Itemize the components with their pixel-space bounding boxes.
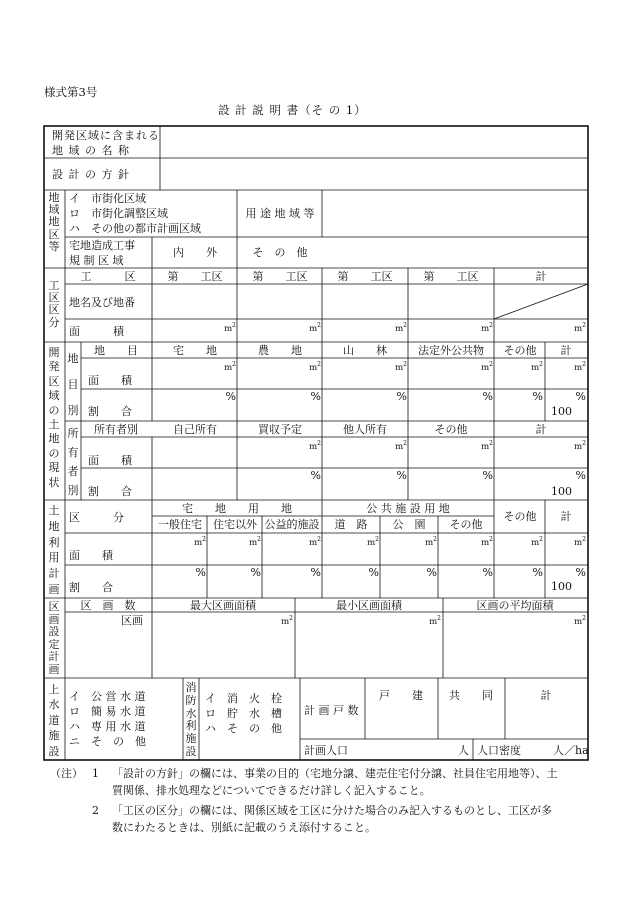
unit-m2-exponent: 2 (403, 440, 407, 447)
work-area-total-header: 計 (535, 270, 547, 283)
unit-m2-exponent: 2 (433, 536, 437, 543)
population-density-label: 人口密度 (477, 744, 521, 757)
form-title: 設 計 説 明 書（そ の 1） (218, 103, 367, 117)
to-purchase-header: 買収予定 (258, 423, 302, 436)
unit-m2: $m^2$ (574, 536, 586, 548)
unit-percent: % (532, 566, 543, 579)
unit-m2-exponent: 2 (582, 536, 586, 543)
planned-units-label: 計 画 戸 数 (304, 704, 359, 717)
water-option-ni: ニ そ の 他 (69, 735, 146, 748)
unit-percent: % (482, 566, 493, 579)
area-label: 面 積 (69, 325, 124, 338)
unit-m2-exponent: 2 (489, 361, 493, 368)
unit-percent: % (482, 469, 493, 482)
unit-percent: % (426, 566, 437, 579)
road-header: 道 路 (334, 518, 368, 531)
unit-percent: % (482, 390, 493, 403)
unit-m2: $m^2$ (574, 440, 586, 452)
water-supply-vertical-label: 上水道施設 (48, 683, 60, 758)
form-number: 様式第3号 (44, 85, 98, 99)
unit-m2-exponent: 2 (403, 361, 407, 368)
unit-percent: % (575, 390, 586, 403)
owner-ratio-label: 割 合 (88, 485, 132, 498)
lot-plan-vertical-label: 区画設定計画 (48, 600, 60, 676)
unit-percent: % (575, 469, 586, 482)
planned-population-label: 計画人口 (304, 744, 348, 757)
location-label: 地名及び地番 (69, 296, 135, 309)
use-zone-label: 用 途 地 域 等 (245, 207, 315, 220)
work-area-col-1: 第 工区 (167, 270, 223, 283)
owner-other-header: その他 (434, 423, 468, 436)
by-owner-vertical-label: 所有者別 (67, 427, 79, 497)
other-option: そ の 他 (252, 246, 308, 259)
public-other-header: その他 (449, 518, 483, 531)
unit-m2: $m^2$ (425, 536, 437, 548)
unit-m2: $m^2$ (429, 615, 441, 627)
unit-m2: $m^2$ (194, 536, 206, 548)
area-label-2: 面 積 (88, 374, 132, 387)
land-use-area-label: 面 積 (69, 549, 113, 562)
unit-m2: $m^2$ (531, 536, 543, 548)
takuchi-zone-label-2: 規 制 区 域 (69, 254, 124, 267)
units-total-header: 計 (540, 689, 552, 702)
unit-m2-exponent: 2 (202, 536, 206, 543)
unit-m2-exponent: 2 (539, 361, 543, 368)
unit-m2-exponent: 2 (375, 536, 379, 543)
division-label: 区 分 (69, 511, 124, 524)
residential-land-header: 宅 地 用 地 (182, 502, 292, 515)
note-2-line-2: 数にわたるときは、別紙に記載のうえ添付すること。 (112, 821, 376, 834)
total-header: 計 (560, 344, 572, 357)
work-area-vertical-label: 工区区分 (48, 279, 60, 329)
unit-m2-exponent: 2 (232, 361, 236, 368)
unit-percent: % (250, 566, 261, 579)
region-option-ro: ロ 市街化調整区域 (69, 207, 168, 220)
unit-m2: $m^2$ (395, 322, 407, 334)
unit-m2: $m^2$ (309, 361, 321, 373)
fire-water-vertical-label: 消防水利施設 (185, 681, 197, 758)
takuchi-zone-label-1: 宅地造成工事 (69, 239, 135, 252)
unit-m2: $m^2$ (481, 536, 493, 548)
lot-unit-label: 区画 (121, 614, 143, 627)
population-unit: 人 (458, 744, 469, 757)
unit-m2-exponent: 2 (317, 536, 321, 543)
unit-m2-exponent: 2 (539, 536, 543, 543)
unit-m2: $m^2$ (531, 361, 543, 373)
unit-m2-exponent: 2 (582, 322, 586, 329)
unit-m2-exponent: 2 (257, 536, 261, 543)
unit-m2: $m^2$ (481, 440, 493, 452)
unit-m2: $m^2$ (395, 440, 407, 452)
unit-percent: % (310, 390, 321, 403)
work-area-col-3: 第 工区 (337, 270, 393, 283)
public-facility-header: 公 共 施 設 用 地 (366, 502, 450, 515)
unit-percent: % (575, 566, 586, 579)
unit-percent: % (310, 469, 321, 482)
detached-house-header: 一般住宅 (158, 518, 202, 531)
owner-total-header: 計 (535, 423, 547, 436)
unit-percent: % (225, 390, 236, 403)
unit-m2: $m^2$ (574, 361, 586, 373)
ratio-total-100: 100 (551, 405, 572, 418)
unit-m2: $m^2$ (281, 615, 293, 627)
residential-header: 宅 地 (173, 344, 217, 357)
unit-m2: $m^2$ (224, 361, 236, 373)
work-area-col-2: 第 工区 (252, 270, 308, 283)
work-area-header: 工 区 (80, 270, 136, 283)
lot-count-header: 区 画 数 (80, 599, 136, 612)
unit-percent: % (396, 390, 407, 403)
unit-m2: $m^2$ (309, 322, 321, 334)
owner-header: 所有者別 (94, 423, 138, 436)
design-policy-label: 設 計 の 方 針 (52, 168, 130, 181)
ratio-total-100: 100 (551, 485, 572, 498)
unit-m2: $m^2$ (309, 440, 321, 452)
min-lot-area-header: 最小区画面積 (336, 599, 402, 612)
unit-m2: $m^2$ (574, 615, 586, 627)
unit-m2-exponent: 2 (489, 440, 493, 447)
land-use-total-header: 計 (560, 510, 572, 523)
unit-m2: $m^2$ (367, 536, 379, 548)
note-1-number: 1 (92, 767, 99, 780)
land-use-vertical-label: 土地利用計画 (48, 504, 60, 596)
unit-m2-exponent: 2 (437, 615, 441, 622)
unit-m2: $m^2$ (481, 322, 493, 334)
public-interest-header: 公益的施設 (264, 518, 320, 531)
other-header: その他 (503, 344, 537, 357)
public-property-header: 法定外公共物 (418, 344, 484, 357)
unit-m2: $m^2$ (481, 361, 493, 373)
max-lot-area-header: 最大区画面積 (190, 599, 256, 612)
water-option-ro: ロ 簡 易 水 道 (69, 705, 146, 718)
ratio-total-100: 100 (551, 580, 572, 593)
unit-percent: % (310, 566, 321, 579)
unit-percent: % (195, 566, 206, 579)
unit-m2: $m^2$ (309, 536, 321, 548)
ratio-label: 割 合 (88, 405, 132, 418)
dev-area-label-2: 地 域 の 名 称 (52, 144, 130, 157)
owner-area-label: 面 積 (88, 454, 132, 467)
unit-m2: $m^2$ (395, 361, 407, 373)
unit-m2-exponent: 2 (317, 440, 321, 447)
region-option-ha: ハ その他の都市計画区域 (69, 222, 201, 235)
work-area-col-4: 第 工区 (423, 270, 479, 283)
note-2-number: 2 (92, 804, 99, 817)
unit-m2-exponent: 2 (317, 361, 321, 368)
unit-percent: % (368, 566, 379, 579)
inside-outside-option: 内 外 (173, 246, 217, 259)
fire-option-ha: ハ そ の 他 (205, 722, 282, 735)
detached-units-header: 戸 建 (379, 689, 423, 702)
unit-m2-exponent: 2 (489, 536, 493, 543)
self-owned-header: 自己所有 (173, 423, 217, 436)
farmland-header: 農 地 (258, 344, 302, 357)
shared-units-header: 共 同 (449, 689, 493, 702)
non-housing-header: 住宅以外 (213, 518, 257, 531)
unit-m2-exponent: 2 (232, 322, 236, 329)
unit-m2-exponent: 2 (582, 361, 586, 368)
region-option-i: イ 市街化区域 (69, 192, 146, 205)
region-vertical-label: 地域地区等 (48, 191, 60, 253)
unit-m2-exponent: 2 (317, 322, 321, 329)
land-use-other-header: その他 (503, 510, 537, 523)
notes-label: （注） (50, 767, 83, 780)
fire-option-i: イ 消 火 栓 (205, 692, 282, 705)
water-option-i: イ 公 営 水 道 (69, 690, 146, 703)
unit-m2: $m^2$ (574, 322, 586, 334)
park-header: 公 園 (392, 518, 426, 531)
unit-m2-exponent: 2 (289, 615, 293, 622)
others-owned-header: 他人所有 (343, 423, 387, 436)
unit-percent: % (396, 469, 407, 482)
category-header: 地 目 (94, 344, 138, 357)
water-option-ha: ハ 専 用 水 道 (69, 720, 146, 733)
unit-percent: % (532, 390, 543, 403)
unit-m2: $m^2$ (224, 322, 236, 334)
avg-lot-area-header: 区画の平均面積 (476, 599, 554, 612)
note-1-line-1: 「設計の方針」の欄には、事業の目的（宅地分譲、建売住宅付分譲、社員住宅用地等）、土 (112, 767, 558, 780)
fire-option-ro: ロ 貯 水 槽 (205, 707, 282, 720)
unit-m2-exponent: 2 (403, 322, 407, 329)
unit-m2-exponent: 2 (582, 615, 586, 622)
dev-area-label-1: 開発区域に含まれる (52, 129, 160, 142)
by-category-vertical-label: 地目別 (67, 352, 79, 417)
land-use-ratio-label: 割 合 (69, 581, 113, 594)
current-land-vertical-label: 開発区域の土地の現状 (48, 346, 60, 489)
note-1-line-2: 質関係、排水処理などについてできるだけ詳しく記入すること。 (112, 784, 431, 797)
unit-m2: $m^2$ (249, 536, 261, 548)
unit-m2-exponent: 2 (582, 440, 586, 447)
density-unit: 人／ha (553, 744, 589, 757)
unit-m2-exponent: 2 (489, 322, 493, 329)
note-2-line-1: 「工区の区分」の欄には、関係区域を工区に分けた場合のみ記入するものとし、工区が多 (112, 804, 552, 817)
forest-header: 山 林 (343, 344, 387, 357)
